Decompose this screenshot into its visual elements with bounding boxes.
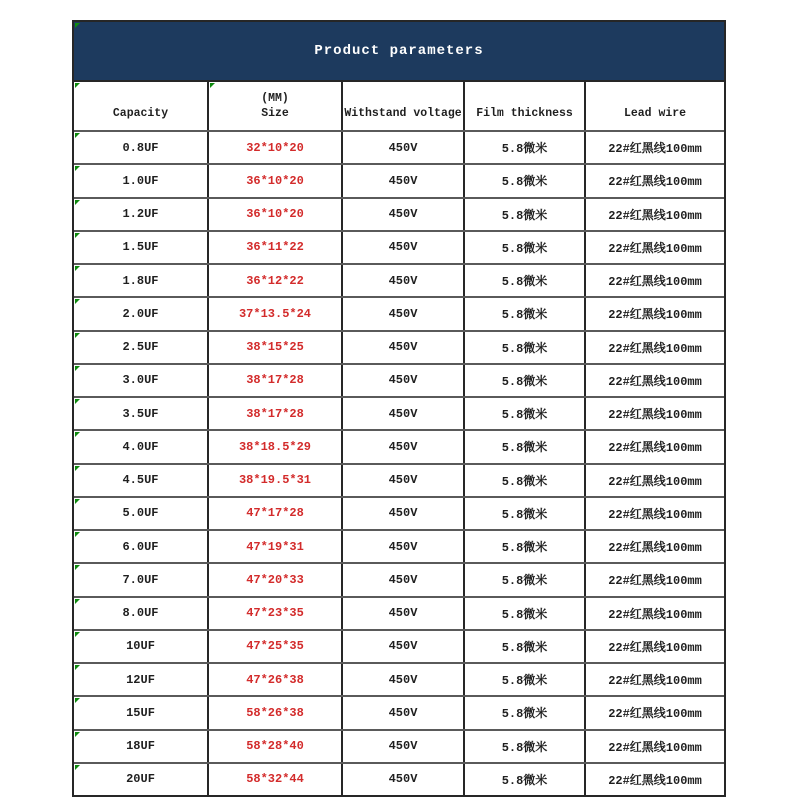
cell-flag-icon (75, 532, 80, 537)
size-value: 47*23*35 (246, 606, 304, 621)
voltage-value: 450V (388, 672, 418, 687)
lead-value: 22#红黑线100mm (608, 541, 702, 556)
capacity-cell (74, 697, 207, 728)
film-value: 5.8微米 (501, 308, 548, 323)
voltage-value: 450V (388, 705, 418, 720)
capacity-cell (74, 332, 207, 363)
film-cell (463, 332, 584, 363)
table-body (74, 130, 724, 795)
lead-value: 22#红黑线100mm (608, 308, 702, 323)
table-row (74, 496, 724, 529)
lead-value: 22#红黑线100mm (608, 707, 702, 722)
size-value: 47*25*35 (246, 639, 304, 654)
cell-flag-icon (75, 565, 80, 570)
table-row (74, 529, 724, 562)
header-cell-lead (584, 82, 724, 130)
size-cell (207, 398, 341, 429)
cell-flag-icon (75, 732, 80, 737)
capacity-value: 2.5UF (122, 340, 159, 355)
cell-flag-icon (75, 266, 80, 271)
size-cell (207, 132, 341, 163)
size-cell (207, 165, 341, 196)
size-value: 47*17*28 (246, 506, 304, 521)
lead-cell (584, 731, 724, 762)
voltage-cell (341, 199, 463, 230)
table-row (74, 629, 724, 662)
table-row (74, 596, 724, 629)
film-cell (463, 465, 584, 496)
size-value: 58*32*44 (246, 772, 304, 787)
cell-flag-icon (75, 599, 80, 604)
voltage-cell (341, 465, 463, 496)
table-row (74, 429, 724, 462)
cell-flag-icon (75, 399, 80, 404)
voltage-value: 450V (388, 506, 418, 521)
voltage-cell (341, 697, 463, 728)
size-value: 38*15*25 (246, 340, 304, 355)
capacity-value: 3.5UF (122, 406, 159, 421)
voltage-value: 450V (388, 606, 418, 621)
film-value: 5.8微米 (501, 142, 548, 157)
capacity-cell (74, 365, 207, 396)
capacity-cell (74, 165, 207, 196)
capacity-value: 7.0UF (122, 572, 159, 587)
film-value: 5.8微米 (501, 275, 548, 290)
voltage-value: 450V (388, 473, 418, 488)
film-value: 5.8微米 (501, 541, 548, 556)
capacity-value: 0.8UF (122, 140, 159, 155)
size-cell (207, 265, 341, 296)
voltage-cell (341, 398, 463, 429)
film-cell (463, 398, 584, 429)
capacity-value: 15UF (126, 705, 155, 720)
film-value: 5.8微米 (501, 674, 548, 689)
cell-flag-icon (75, 765, 80, 770)
size-cell (207, 298, 341, 329)
capacity-cell (74, 265, 207, 296)
lead-value: 22#红黑线100mm (608, 441, 702, 456)
film-cell (463, 431, 584, 462)
lead-cell (584, 697, 724, 728)
header-label-line2: Size (261, 107, 289, 121)
voltage-value: 450V (388, 173, 418, 188)
lead-cell (584, 265, 724, 296)
voltage-cell (341, 265, 463, 296)
lead-value: 22#红黑线100mm (608, 507, 702, 522)
capacity-value: 10UF (126, 639, 155, 654)
voltage-cell (341, 232, 463, 263)
cell-flag-icon (75, 299, 80, 304)
film-cell (463, 365, 584, 396)
voltage-value: 450V (388, 340, 418, 355)
lead-value: 22#红黑线100mm (608, 607, 702, 622)
voltage-value: 450V (388, 772, 418, 787)
table-header-row (74, 80, 724, 130)
table-title: Product parameters (314, 43, 484, 59)
table-row (74, 130, 724, 163)
lead-value: 22#红黑线100mm (608, 341, 702, 356)
table-row (74, 662, 724, 695)
size-value: 58*26*38 (246, 705, 304, 720)
lead-value: 22#红黑线100mm (608, 474, 702, 489)
film-cell (463, 498, 584, 529)
cell-flag-icon (75, 499, 80, 504)
size-value: 36*10*20 (246, 173, 304, 188)
lead-value: 22#红黑线100mm (608, 674, 702, 689)
film-value: 5.8微米 (501, 607, 548, 622)
film-cell (463, 664, 584, 695)
film-cell (463, 265, 584, 296)
capacity-cell (74, 398, 207, 429)
table-row (74, 463, 724, 496)
film-cell (463, 598, 584, 629)
cell-flag-icon (75, 698, 80, 703)
lead-value: 22#红黑线100mm (608, 374, 702, 389)
cell-flag-icon (75, 466, 80, 471)
film-cell (463, 764, 584, 795)
table-title-bar (74, 22, 724, 80)
voltage-value: 450V (388, 306, 418, 321)
film-value: 5.8微米 (501, 773, 548, 788)
lead-cell (584, 664, 724, 695)
cell-flag-icon (75, 333, 80, 338)
size-cell (207, 697, 341, 728)
cell-flag-icon (75, 83, 80, 88)
capacity-cell (74, 232, 207, 263)
lead-cell (584, 165, 724, 196)
lead-value: 22#红黑线100mm (608, 408, 702, 423)
size-value: 38*19.5*31 (238, 473, 311, 488)
voltage-value: 450V (388, 140, 418, 155)
header-cell-voltage (341, 82, 463, 130)
voltage-cell (341, 764, 463, 795)
capacity-value: 20UF (126, 772, 155, 787)
header-label: Lead wire (623, 107, 687, 121)
lead-cell (584, 498, 724, 529)
capacity-value: 12UF (126, 672, 155, 687)
film-value: 5.8微米 (501, 740, 548, 755)
header-cell-size (207, 82, 341, 130)
lead-cell (584, 232, 724, 263)
size-value: 36*12*22 (246, 273, 304, 288)
film-cell (463, 697, 584, 728)
header-cell-film (463, 82, 584, 130)
capacity-value: 1.2UF (122, 207, 159, 222)
voltage-cell (341, 664, 463, 695)
size-value: 47*19*31 (246, 539, 304, 554)
size-value: 37*13.5*24 (238, 306, 311, 321)
lead-cell (584, 398, 724, 429)
capacity-cell (74, 531, 207, 562)
capacity-cell (74, 564, 207, 595)
lead-value: 22#红黑线100mm (608, 208, 702, 223)
film-cell (463, 232, 584, 263)
voltage-cell (341, 431, 463, 462)
header-label: Film thickness (476, 107, 573, 121)
voltage-value: 450V (388, 207, 418, 222)
voltage-cell (341, 298, 463, 329)
size-value: 32*10*20 (246, 140, 304, 155)
capacity-cell (74, 132, 207, 163)
size-cell (207, 498, 341, 529)
lead-value: 22#红黑线100mm (608, 640, 702, 655)
voltage-value: 450V (388, 539, 418, 554)
cell-flag-icon (75, 200, 80, 205)
voltage-cell (341, 631, 463, 662)
film-cell (463, 199, 584, 230)
capacity-cell (74, 598, 207, 629)
header-label-line1: (MM) (261, 91, 289, 105)
table-row (74, 695, 724, 728)
film-value: 5.8微米 (501, 408, 548, 423)
cell-flag-icon (75, 632, 80, 637)
voltage-cell (341, 731, 463, 762)
cell-flag-icon (75, 432, 80, 437)
cell-flag-icon (210, 83, 215, 88)
capacity-value: 2.0UF (122, 306, 159, 321)
table-row (74, 562, 724, 595)
film-value: 5.8微米 (501, 175, 548, 190)
film-value: 5.8微米 (501, 474, 548, 489)
table-row (74, 396, 724, 429)
cell-flag-icon (75, 233, 80, 238)
film-cell (463, 132, 584, 163)
capacity-value: 4.0UF (122, 439, 159, 454)
table-row (74, 163, 724, 196)
size-cell (207, 731, 341, 762)
lead-cell (584, 332, 724, 363)
lead-value: 22#红黑线100mm (608, 142, 702, 157)
film-cell (463, 531, 584, 562)
size-cell (207, 332, 341, 363)
size-value: 38*17*28 (246, 373, 304, 388)
voltage-cell (341, 498, 463, 529)
capacity-cell (74, 199, 207, 230)
lead-value: 22#红黑线100mm (608, 574, 702, 589)
table-row (74, 197, 724, 230)
size-value: 47*20*33 (246, 572, 304, 587)
capacity-cell (74, 298, 207, 329)
lead-cell (584, 199, 724, 230)
film-value: 5.8微米 (501, 341, 548, 356)
capacity-value: 4.5UF (122, 473, 159, 488)
capacity-value: 1.5UF (122, 240, 159, 255)
capacity-cell (74, 431, 207, 462)
table-row (74, 263, 724, 296)
capacity-cell (74, 631, 207, 662)
lead-value: 22#红黑线100mm (608, 241, 702, 256)
capacity-cell (74, 731, 207, 762)
voltage-value: 450V (388, 273, 418, 288)
size-cell (207, 531, 341, 562)
table-row (74, 330, 724, 363)
lead-cell (584, 132, 724, 163)
voltage-cell (341, 365, 463, 396)
voltage-cell (341, 564, 463, 595)
size-cell (207, 664, 341, 695)
film-cell (463, 631, 584, 662)
table-row (74, 230, 724, 263)
film-value: 5.8微米 (501, 208, 548, 223)
film-cell (463, 298, 584, 329)
product-parameters-table (72, 20, 726, 797)
film-value: 5.8微米 (501, 707, 548, 722)
size-value: 36*10*20 (246, 207, 304, 222)
size-value: 58*28*40 (246, 739, 304, 754)
size-value: 38*18.5*29 (238, 439, 311, 454)
size-cell (207, 232, 341, 263)
voltage-value: 450V (388, 739, 418, 754)
table-row (74, 296, 724, 329)
lead-cell (584, 298, 724, 329)
voltage-value: 450V (388, 240, 418, 255)
cell-flag-icon (75, 166, 80, 171)
film-value: 5.8微米 (501, 574, 548, 589)
voltage-value: 450V (388, 572, 418, 587)
lead-cell (584, 365, 724, 396)
capacity-value: 18UF (126, 739, 155, 754)
film-cell (463, 731, 584, 762)
cell-flag-icon (75, 665, 80, 670)
lead-cell (584, 631, 724, 662)
size-cell (207, 431, 341, 462)
size-cell (207, 199, 341, 230)
size-cell (207, 598, 341, 629)
lead-value: 22#红黑线100mm (608, 275, 702, 290)
capacity-cell (74, 664, 207, 695)
lead-cell (584, 764, 724, 795)
size-cell (207, 365, 341, 396)
film-value: 5.8微米 (501, 441, 548, 456)
capacity-value: 8.0UF (122, 606, 159, 621)
lead-cell (584, 431, 724, 462)
voltage-value: 450V (388, 406, 418, 421)
voltage-cell (341, 332, 463, 363)
header-label: Capacity (112, 107, 169, 121)
table-row (74, 762, 724, 795)
capacity-cell (74, 465, 207, 496)
lead-value: 22#红黑线100mm (608, 175, 702, 190)
size-cell (207, 564, 341, 595)
capacity-value: 1.8UF (122, 273, 159, 288)
lead-cell (584, 564, 724, 595)
film-value: 5.8微米 (501, 241, 548, 256)
capacity-cell (74, 764, 207, 795)
voltage-value: 450V (388, 373, 418, 388)
header-label: Withstand voltage (344, 107, 462, 121)
voltage-cell (341, 132, 463, 163)
voltage-cell (341, 165, 463, 196)
cell-flag-icon (75, 23, 80, 28)
capacity-value: 6.0UF (122, 539, 159, 554)
lead-cell (584, 531, 724, 562)
voltage-value: 450V (388, 639, 418, 654)
lead-cell (584, 465, 724, 496)
size-value: 38*17*28 (246, 406, 304, 421)
film-cell (463, 165, 584, 196)
lead-value: 22#红黑线100mm (608, 740, 702, 755)
size-cell (207, 465, 341, 496)
capacity-value: 1.0UF (122, 173, 159, 188)
film-value: 5.8微米 (501, 640, 548, 655)
film-value: 5.8微米 (501, 374, 548, 389)
table-row (74, 363, 724, 396)
lead-value: 22#红黑线100mm (608, 773, 702, 788)
size-value: 47*26*38 (246, 672, 304, 687)
capacity-cell (74, 498, 207, 529)
capacity-value: 5.0UF (122, 506, 159, 521)
voltage-value: 450V (388, 439, 418, 454)
size-cell (207, 764, 341, 795)
voltage-cell (341, 598, 463, 629)
film-cell (463, 564, 584, 595)
capacity-value: 3.0UF (122, 373, 159, 388)
table-row (74, 729, 724, 762)
header-cell-capacity (74, 82, 207, 130)
cell-flag-icon (75, 133, 80, 138)
film-value: 5.8微米 (501, 507, 548, 522)
cell-flag-icon (75, 366, 80, 371)
size-value: 36*11*22 (246, 240, 304, 255)
lead-cell (584, 598, 724, 629)
voltage-cell (341, 531, 463, 562)
size-cell (207, 631, 341, 662)
